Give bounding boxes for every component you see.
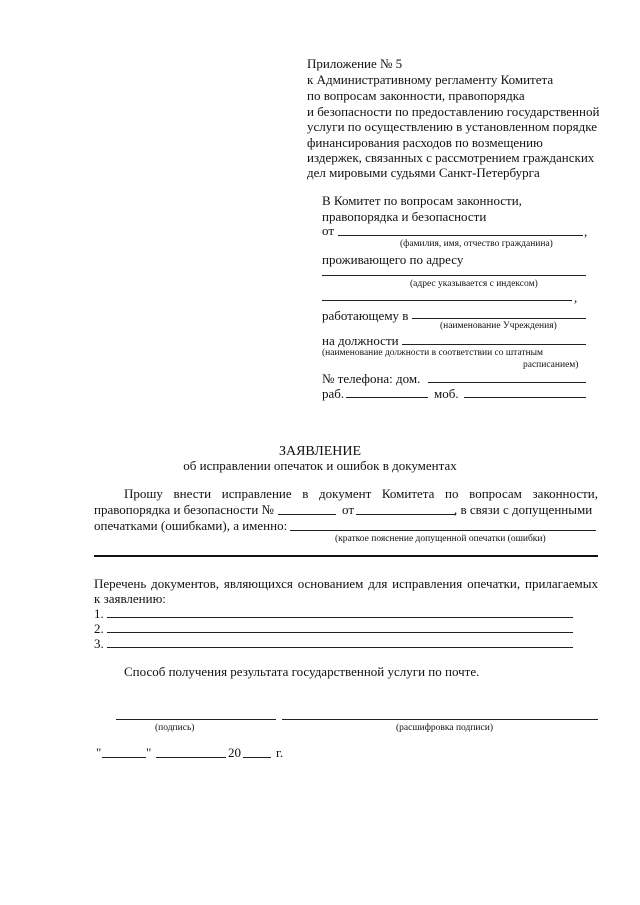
- document-subtitle: об исправлении опечаток и ошибок в документах: [183, 458, 457, 473]
- decode-hint: (расшифровка подписи): [396, 723, 493, 733]
- position-field[interactable]: [402, 344, 586, 345]
- documents-line-2: к заявлению:: [94, 591, 166, 606]
- appendix-line: к Административному регламенту Комитета: [307, 72, 554, 87]
- address-field[interactable]: [322, 275, 586, 276]
- appendix-line: и безопасности по предоставлению государственной: [307, 104, 600, 119]
- explanation-hint: (краткое пояснение допущенной опечатки (ошибки): [335, 534, 546, 544]
- addressee-line-1: В Комитет по вопросам законности,: [322, 193, 522, 208]
- document-item-field[interactable]: [107, 617, 573, 618]
- documents-line-1: Перечень документов, являющихся основанием для исправления опечатки, прилагаемых: [94, 576, 598, 591]
- working-label: работающему в: [322, 308, 409, 323]
- delivery-method: Способ получения результата государственной услуги по почте.: [124, 664, 480, 679]
- year-prefix: 20: [228, 745, 241, 760]
- year-suffix: г.: [276, 745, 284, 760]
- quote-open: ": [96, 745, 102, 760]
- residing-label: проживающего по адресу: [322, 252, 464, 267]
- from-hint: (фамилия, имя, отчество гражданина): [400, 239, 553, 249]
- signature-field[interactable]: [116, 719, 276, 720]
- comma: ,: [584, 224, 588, 239]
- appendix-line: финансирования расходов по возмещению: [307, 135, 543, 150]
- signature-hint: (подпись): [155, 723, 195, 733]
- request-line-1: Прошу внести исправление в документ Комитета по вопросам законности,: [124, 486, 598, 501]
- position-label: на должности: [322, 333, 399, 348]
- day-field[interactable]: [102, 757, 146, 758]
- home-phone-field[interactable]: [428, 382, 586, 383]
- position-hint-1: (наименование должности в соответствии со штатным: [322, 348, 544, 358]
- document-item-field[interactable]: [107, 632, 573, 633]
- from-field[interactable]: [338, 235, 583, 236]
- list-item-number: 1.: [94, 606, 104, 621]
- working-hint: (наименование Учреждения): [440, 321, 557, 331]
- quote-close: ": [146, 745, 152, 760]
- request-line-2a: правопорядка и безопасности №: [94, 502, 274, 517]
- appendix-line: издержек, связанных с рассмотрением гражданских: [307, 150, 595, 165]
- phone-label: № телефона: дом.: [322, 371, 421, 386]
- document-number-field[interactable]: [278, 514, 336, 515]
- request-line-3: опечатками (ошибками), а именно:: [94, 518, 288, 533]
- mobile-phone-field[interactable]: [464, 397, 586, 398]
- year-field[interactable]: [243, 757, 271, 758]
- signature-decode-field[interactable]: [282, 719, 598, 720]
- document-title: ЗАЯВЛЕНИЕ: [278, 444, 362, 459]
- addressee-line-2: правопорядка и безопасности: [322, 209, 487, 224]
- month-field[interactable]: [156, 757, 226, 758]
- appendix-line: по вопросам законности, правопорядка: [307, 88, 525, 103]
- list-item-number: 3.: [94, 636, 104, 651]
- explanation-field[interactable]: [290, 530, 596, 531]
- from-label: от: [322, 223, 335, 238]
- appendix-line: услуги по осуществлению в установленном порядке: [307, 119, 597, 134]
- position-hint-2: расписанием): [523, 360, 579, 370]
- comma: ,: [574, 290, 578, 305]
- appendix-line: дел мировыми судьями Санкт-Петербурга: [307, 165, 540, 180]
- work-phone-field[interactable]: [346, 397, 428, 398]
- working-field[interactable]: [412, 318, 586, 319]
- list-item-number: 2.: [94, 621, 104, 636]
- address-field-2[interactable]: [322, 300, 572, 301]
- document-item-field[interactable]: [107, 647, 573, 648]
- explanation-field-2[interactable]: [94, 555, 598, 557]
- request-line-2c: , в связи с допущенными: [454, 502, 593, 517]
- mobile-label: моб.: [434, 386, 459, 401]
- document-date-field[interactable]: [356, 514, 456, 515]
- address-hint: (адрес указывается с индексом): [410, 279, 538, 289]
- work-phone-label: раб.: [322, 386, 345, 401]
- appendix-line: Приложение № 5: [307, 56, 403, 71]
- request-line-2b: от: [342, 502, 355, 517]
